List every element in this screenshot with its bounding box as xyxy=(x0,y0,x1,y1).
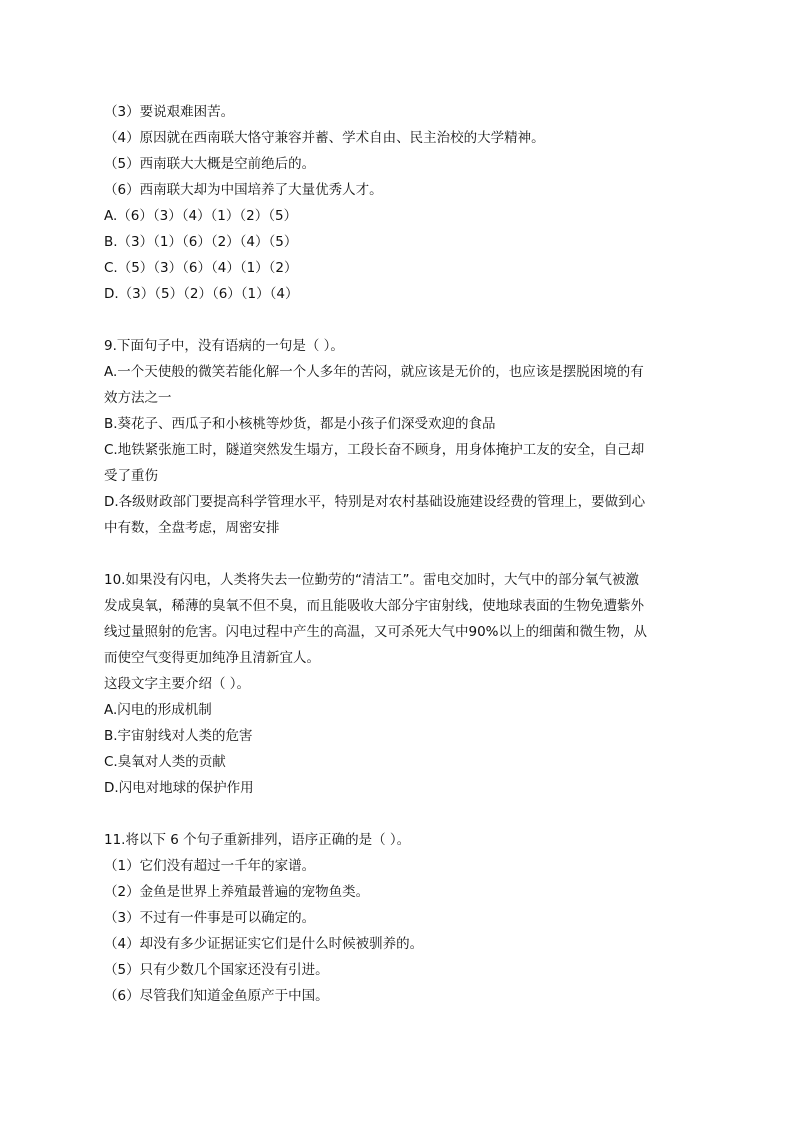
option-b: B.葵花子、西瓜子和小核桃等炒货，都是小孩子们深受欢迎的食品 xyxy=(104,416,496,432)
option-a: A.（6）（3）（4）（1）（2）（5） xyxy=(104,208,298,224)
option-c: C.地铁紧张施工时，隧道突然发生塌方，工段长奋不顾身，用身体掩护工友的安全，自己却 xyxy=(104,442,645,458)
sentence-item: （3）不过有一件事是可以确定的。 xyxy=(104,910,316,926)
question-10 xyxy=(104,567,694,801)
spacer xyxy=(104,307,694,333)
question-9 xyxy=(104,333,694,541)
passage-line: 10.如果没有闪电，人类将失去一位勤劳的“清洁工”。雷电交加时，大气中的部分氧气被激 xyxy=(104,572,639,588)
option-a: A.闪电的形成机制 xyxy=(104,702,212,718)
option-c: C.臭氧对人类的贡献 xyxy=(104,754,226,770)
question-11 xyxy=(104,827,694,1009)
option-a: A.一个天使般的微笑若能化解一个人多年的苦闷，就应该是无价的，也应该是摆脱困境的有 xyxy=(104,364,644,380)
question-stem: 9.下面句子中，没有语病的一句是（ ）。 xyxy=(104,338,344,354)
passage-line: 线过量照射的危害。闪电过程中产生的高温，又可杀死大气中90%以上的细菌和微生物，从 xyxy=(104,624,648,640)
option-b: B.（3）（1）（6）（2）（4）（5） xyxy=(104,234,298,250)
option-d: D.（3）（5）（2）（6）（1）（4） xyxy=(104,286,299,302)
option-a-continued: 效方法之一 xyxy=(104,390,172,406)
sentence-item: （3）要说艰难困苦。 xyxy=(104,104,235,120)
question-stem: 这段文字主要介绍（ ）。 xyxy=(104,676,251,692)
option-d: D.闪电对地球的保护作用 xyxy=(104,780,254,796)
sentence-item: （6）西南联大却为中国培养了大量优秀人才。 xyxy=(104,182,383,198)
option-d: D.各级财政部门要提高科学管理水平，特别是对农村基础设施建设经费的管理上，要做到心 xyxy=(104,494,646,510)
sentence-item: （4）却没有多少证据证实它们是什么时候被驯养的。 xyxy=(104,936,424,952)
spacer xyxy=(104,541,694,567)
option-c: C.（5）（3）（6）（4）（1）（2） xyxy=(104,260,298,276)
question-stem: 11.将以下 6 个句子重新排列，语序正确的是（ ）。 xyxy=(104,832,411,848)
passage-line: 发成臭氧，稀薄的臭氧不但不臭，而且能吸收大部分宇宙射线，使地球表面的生物免遭紫外 xyxy=(104,598,644,614)
question-8-continuation xyxy=(104,99,694,307)
option-d-continued: 中有数，全盘考虑，周密安排 xyxy=(104,520,280,536)
sentence-item: （5）西南联大大概是空前绝后的。 xyxy=(104,156,316,172)
sentence-item: （2）金鱼是世界上养殖最普遍的宠物鱼类。 xyxy=(104,884,370,900)
sentence-item: （6）尽管我们知道金鱼原产于中国。 xyxy=(104,988,329,1004)
option-c-continued: 受了重伤 xyxy=(104,468,158,484)
sentence-item: （5）只有少数几个国家还没有引进。 xyxy=(104,962,329,978)
passage-line: 而使空气变得更加纯净且清新宜人。 xyxy=(104,650,320,666)
option-b: B.宇宙射线对人类的危害 xyxy=(104,728,253,744)
document-page xyxy=(104,99,694,1009)
sentence-item: （1）它们没有超过一千年的家谱。 xyxy=(104,858,316,874)
spacer xyxy=(104,801,694,827)
sentence-item: （4）原因就在西南联大恪守兼容并蓄、学术自由、民主治校的大学精神。 xyxy=(104,130,545,146)
